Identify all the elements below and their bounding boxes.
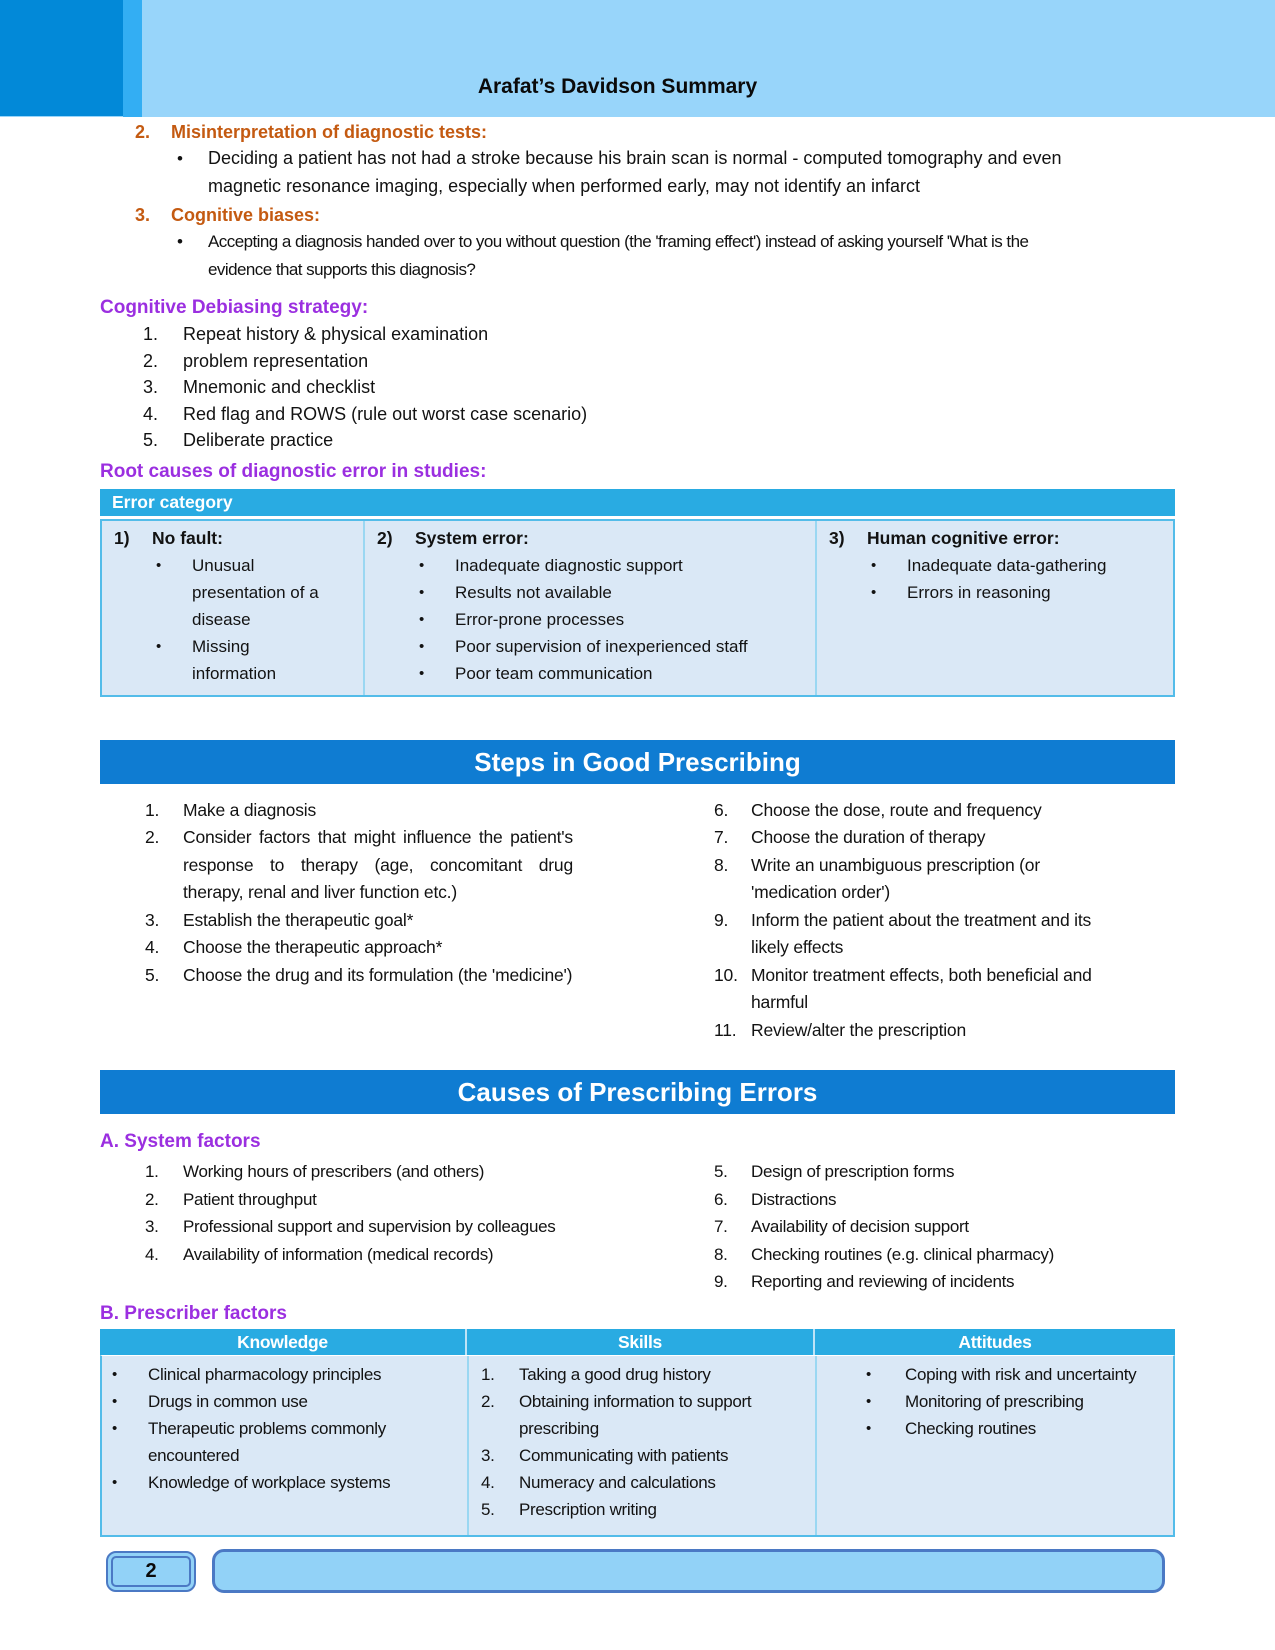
item-number: 4. bbox=[145, 1244, 159, 1264]
item-text: Red flag and ROWS (rule out worst case scenario) bbox=[183, 403, 588, 424]
bullet-icon bbox=[112, 1469, 148, 1496]
column-heading bbox=[817, 525, 1167, 552]
bullet-text: Inadequate data-gathering bbox=[907, 555, 1107, 575]
bullet-item bbox=[817, 1415, 1173, 1442]
list-item bbox=[100, 934, 637, 962]
steps-list bbox=[100, 797, 1175, 1045]
column-title: Human cognitive error: bbox=[867, 527, 1060, 548]
item-text: Inform the patient about the treatment and its likely effects bbox=[751, 909, 1092, 957]
list-item bbox=[637, 1186, 1175, 1214]
list-item bbox=[637, 1158, 1175, 1186]
bullet-item bbox=[102, 1361, 467, 1388]
item-number: 2. bbox=[145, 827, 160, 847]
bullet-icon bbox=[177, 145, 208, 200]
attitudes-column bbox=[815, 1356, 1173, 1535]
item-number: 9. bbox=[714, 909, 729, 930]
item-text: Choose the therapeutic approach* bbox=[183, 937, 443, 957]
list-item bbox=[100, 797, 637, 825]
bullet-item bbox=[102, 1388, 467, 1415]
column-header-knowledge: Knowledge bbox=[100, 1329, 465, 1355]
item-text: Professional support and supervision by colleagues bbox=[183, 1217, 556, 1236]
footer-bar bbox=[212, 1549, 1165, 1593]
system-factors-list bbox=[100, 1158, 1175, 1296]
knowledge-column bbox=[102, 1356, 467, 1535]
list-item bbox=[469, 1469, 815, 1496]
list-item bbox=[469, 1388, 815, 1442]
error-category-table bbox=[100, 489, 1175, 697]
steps-banner: Steps in Good Prescribing bbox=[100, 740, 1175, 784]
bullet-item bbox=[102, 1469, 467, 1496]
bullet-icon bbox=[177, 228, 208, 283]
table-body bbox=[100, 1355, 1175, 1537]
item-number: 8. bbox=[714, 854, 729, 875]
list-item bbox=[637, 1241, 1175, 1269]
header-accent-strip bbox=[123, 0, 142, 117]
item-number: 2. bbox=[143, 350, 159, 371]
list-item bbox=[637, 852, 1175, 907]
prescriber-factors-table bbox=[100, 1329, 1175, 1537]
item-number: 2. bbox=[135, 122, 151, 142]
item-number: 5. bbox=[714, 1162, 728, 1181]
system-factors-left-column bbox=[100, 1158, 637, 1296]
item-text: Deliberate practice bbox=[183, 430, 334, 450]
item-number: 11. bbox=[714, 1019, 737, 1040]
root-causes-heading: Root causes of diagnostic error in studies: bbox=[100, 460, 487, 482]
bullet-icon bbox=[419, 552, 455, 579]
item-number: 3. bbox=[145, 909, 160, 930]
item-text: Numeracy and calculations bbox=[519, 1472, 716, 1492]
list-item bbox=[100, 348, 1175, 375]
table-caption: Error category bbox=[100, 489, 1175, 516]
item-text: Communicating with patients bbox=[519, 1445, 729, 1465]
bullet-item bbox=[365, 606, 809, 633]
bullet-item bbox=[100, 228, 1175, 283]
item-number: 6. bbox=[714, 1189, 728, 1209]
list-item bbox=[637, 797, 1175, 825]
column-header-attitudes: Attitudes bbox=[813, 1329, 1175, 1355]
item-number: 8. bbox=[714, 1244, 728, 1264]
list-item bbox=[469, 1496, 815, 1523]
item-number: 4. bbox=[143, 403, 159, 424]
list-item bbox=[469, 1361, 815, 1388]
list-item bbox=[637, 1213, 1175, 1241]
steps-left-column bbox=[100, 797, 637, 1045]
item-text: problem representation bbox=[183, 350, 369, 371]
numbered-heading bbox=[100, 202, 1175, 228]
bullet-icon bbox=[112, 1415, 148, 1469]
column-title: System error: bbox=[415, 527, 529, 548]
bullet-item bbox=[102, 633, 357, 687]
item-text: Consider factors that might influence the patient's response to therapy (age, concomitant drug therapy, renal and liver function etc.) bbox=[183, 827, 573, 902]
list-item bbox=[100, 907, 637, 935]
bullet-item bbox=[817, 1388, 1173, 1415]
item-number: 2. bbox=[481, 1391, 495, 1411]
item-number: 1) bbox=[114, 527, 130, 548]
list-item bbox=[100, 1241, 637, 1269]
bullet-icon bbox=[871, 552, 907, 579]
bullet-icon bbox=[112, 1361, 148, 1388]
list-item bbox=[637, 824, 1175, 852]
bullet-icon bbox=[419, 633, 455, 660]
section-heading: Misinterpretation of diagnostic tests: bbox=[171, 122, 488, 142]
list-item bbox=[100, 374, 1175, 401]
item-text: Choose the duration of therapy bbox=[751, 827, 986, 847]
item-number: 5. bbox=[145, 964, 160, 985]
item-text: Write an unambiguous prescription (or 'medication order') bbox=[751, 854, 1040, 902]
bullet-icon bbox=[419, 660, 455, 687]
causes-banner: Causes of Prescribing Errors bbox=[100, 1070, 1175, 1114]
item-number: 4. bbox=[145, 937, 160, 957]
table-column-cognitive-error bbox=[815, 521, 1173, 695]
item-number: 1. bbox=[143, 324, 159, 344]
bullet-text: Deciding a patient has not had a stroke because his brain scan is normal - computed tomography and even magnetic resonance imaging, especially when performed early, may not identify an infarct bbox=[208, 148, 1062, 196]
bullet-icon bbox=[419, 606, 455, 633]
bullet-text: Knowledge of workplace systems bbox=[148, 1472, 391, 1492]
table-column-system-error bbox=[363, 521, 815, 695]
item-number: 5. bbox=[143, 430, 159, 450]
list-item bbox=[100, 321, 1175, 348]
bullet-text: Missing information bbox=[192, 636, 277, 683]
bullet-text: Unusual presentation of a disease bbox=[192, 555, 319, 629]
bullet-icon bbox=[866, 1361, 905, 1388]
bullet-text: Poor supervision of inexperienced staff bbox=[455, 636, 748, 656]
item-text: Obtaining information to support prescribing bbox=[519, 1391, 752, 1438]
bullet-item bbox=[817, 579, 1167, 606]
table-body bbox=[100, 519, 1175, 697]
bullet-text: Clinical pharmacology principles bbox=[148, 1364, 382, 1384]
bullet-icon bbox=[866, 1388, 905, 1415]
item-number: 9. bbox=[714, 1272, 728, 1291]
bullet-icon bbox=[871, 579, 907, 606]
bullet-item bbox=[817, 552, 1167, 579]
list-item bbox=[100, 401, 1175, 428]
item-number: 2. bbox=[145, 1189, 159, 1209]
prescriber-factors-heading: B. Prescriber factors bbox=[100, 1302, 287, 1324]
bullet-item bbox=[365, 660, 809, 687]
item-text: Mnemonic and checklist bbox=[183, 377, 376, 397]
numbered-heading bbox=[100, 119, 1175, 145]
bullet-icon bbox=[419, 579, 455, 606]
column-heading bbox=[102, 525, 357, 552]
list-item bbox=[100, 1158, 637, 1186]
item-text: Reporting and reviewing of incidents bbox=[751, 1272, 1015, 1291]
page-title: Arafat’s Davidson Summary bbox=[477, 75, 758, 98]
steps-right-column bbox=[637, 797, 1175, 1045]
list-item bbox=[100, 1213, 637, 1241]
item-number: 4. bbox=[481, 1472, 495, 1492]
skills-column bbox=[467, 1356, 815, 1535]
system-factors-right-column bbox=[637, 1158, 1175, 1296]
page-number-box bbox=[106, 1551, 196, 1592]
list-item bbox=[469, 1442, 815, 1469]
bullet-text: Therapeutic problems commonly encountered bbox=[148, 1418, 386, 1465]
item-text: Patient throughput bbox=[183, 1189, 317, 1209]
bullet-text: Accepting a diagnosis handed over to you without question (the 'framing effect') instead of asking yourself 'What is the evidence that supports this diagnosis? bbox=[208, 232, 1029, 279]
bullet-item bbox=[365, 633, 809, 660]
item-number: 3. bbox=[145, 1217, 159, 1236]
item-text: Working hours of prescribers (and others) bbox=[183, 1162, 485, 1181]
list-item bbox=[100, 1186, 637, 1214]
item-number: 3. bbox=[143, 377, 159, 397]
bullet-icon bbox=[156, 633, 192, 687]
bullet-text: Error-prone processes bbox=[455, 609, 625, 629]
bullet-icon bbox=[866, 1415, 905, 1442]
item-text: Design of prescription forms bbox=[751, 1162, 955, 1181]
list-item bbox=[100, 824, 637, 907]
bullet-item bbox=[817, 1361, 1173, 1388]
bullet-text: Results not available bbox=[455, 582, 612, 602]
bullet-item bbox=[365, 579, 809, 606]
bullet-text: Inadequate diagnostic support bbox=[455, 555, 683, 575]
list-item bbox=[100, 427, 1175, 454]
item-number: 5. bbox=[481, 1499, 495, 1519]
item-text: Monitor treatment effects, both beneficial and harmful bbox=[751, 964, 1092, 1012]
page-content bbox=[0, 119, 1275, 1537]
item-number: 1. bbox=[145, 799, 160, 820]
item-number: 1. bbox=[145, 1162, 159, 1181]
bullet-text: Poor team communication bbox=[455, 663, 653, 683]
item-text: Prescription writing bbox=[519, 1499, 657, 1519]
column-header-skills: Skills bbox=[465, 1329, 813, 1355]
item-number: 1. bbox=[481, 1364, 495, 1384]
debiasing-heading: Cognitive Debiasing strategy: bbox=[100, 297, 369, 318]
item-number: 3. bbox=[481, 1445, 495, 1465]
item-text: Review/alter the prescription bbox=[751, 1019, 966, 1040]
item-number: 7. bbox=[714, 827, 729, 847]
bullet-text: Drugs in common use bbox=[148, 1391, 308, 1411]
item-number: 10. bbox=[714, 964, 738, 985]
bullet-text: Checking routines bbox=[905, 1418, 1036, 1438]
table-header-row bbox=[100, 1329, 1175, 1355]
item-number: 3. bbox=[135, 205, 151, 225]
table-column-no-fault bbox=[102, 521, 363, 695]
item-number: 2) bbox=[377, 527, 393, 548]
bullet-text: Errors in reasoning bbox=[907, 582, 1051, 602]
list-item bbox=[637, 1268, 1175, 1296]
bullet-icon bbox=[156, 552, 192, 633]
column-title: No fault: bbox=[152, 527, 223, 548]
page-header bbox=[0, 0, 1275, 117]
page-number: 2 bbox=[145, 1560, 157, 1582]
bullet-item bbox=[102, 552, 357, 633]
item-number: 3) bbox=[829, 527, 845, 548]
bullet-text: Coping with risk and uncertainty bbox=[905, 1364, 1137, 1384]
item-text: Availability of decision support bbox=[751, 1217, 969, 1236]
list-item bbox=[100, 962, 637, 990]
list-item bbox=[637, 907, 1175, 962]
bullet-item bbox=[100, 145, 1175, 200]
list-item bbox=[637, 1017, 1175, 1045]
bullet-icon bbox=[112, 1388, 148, 1415]
item-text: Repeat history & physical examination bbox=[183, 324, 489, 344]
list-item bbox=[637, 962, 1175, 1017]
item-text: Choose the drug and its formulation (the 'medicine') bbox=[183, 964, 573, 985]
item-text: Distractions bbox=[751, 1189, 837, 1209]
item-number: 6. bbox=[714, 799, 729, 820]
bullet-text: Monitoring of prescribing bbox=[905, 1391, 1084, 1411]
item-text: Checking routines (e.g. clinical pharmacy) bbox=[751, 1244, 1054, 1264]
item-text: Taking a good drug history bbox=[519, 1364, 711, 1384]
bullet-item bbox=[102, 1415, 467, 1469]
item-text: Make a diagnosis bbox=[183, 799, 316, 820]
item-text: Establish the therapeutic goal* bbox=[183, 909, 414, 930]
item-text: Availability of information (medical records) bbox=[183, 1244, 494, 1264]
section-heading: Cognitive biases: bbox=[171, 205, 321, 225]
system-factors-heading: A. System factors bbox=[100, 1131, 261, 1152]
bullet-item bbox=[365, 552, 809, 579]
item-text: Choose the dose, route and frequency bbox=[751, 799, 1042, 820]
column-heading bbox=[365, 525, 809, 552]
item-number: 7. bbox=[714, 1217, 728, 1236]
